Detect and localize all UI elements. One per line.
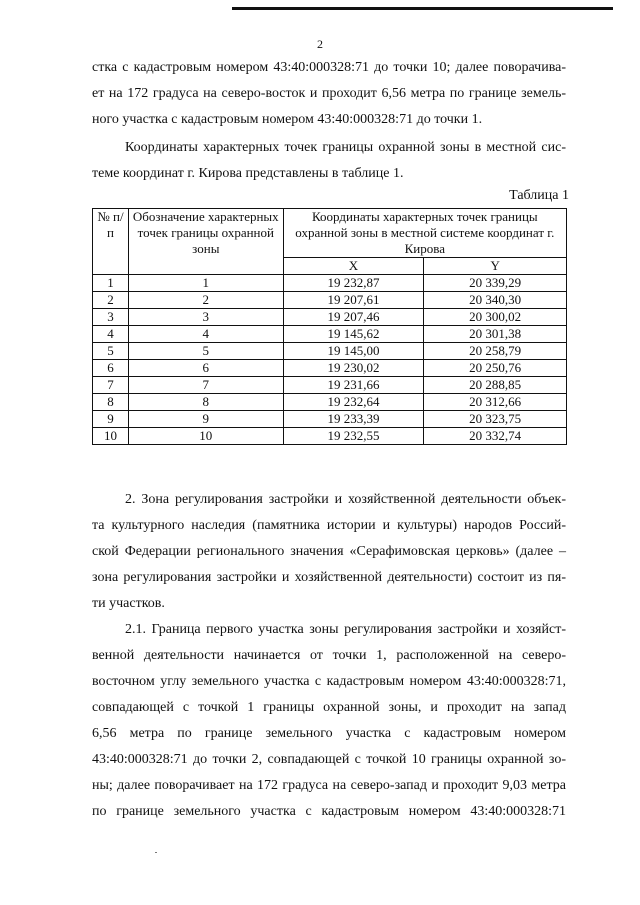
cell-num: 9	[93, 411, 129, 428]
cell-y: 20 300,02	[424, 309, 567, 326]
text-line: Координаты характерных точек границы охранной зоны в местной сис-	[125, 140, 566, 155]
header-coords: Координаты характерных точек границы охранной зоны в местной системе координат г. Кирова	[283, 209, 566, 258]
table-row	[93, 377, 567, 394]
table-row	[93, 343, 567, 360]
coordinates-table	[92, 208, 567, 445]
text-line: 43:40:000328:71 до точки 2, совпадающей с точкой 10 границы охранной зо-	[92, 752, 566, 767]
cell-x: 19 232,55	[283, 428, 424, 445]
cell-x: 19 231,66	[283, 377, 424, 394]
text-line: ти участков.	[92, 596, 165, 611]
text-line: та культурного наследия (памятника истории и культуры) народов Россий-	[92, 518, 566, 533]
text-line: ской Федерации регионального значения «Серафимовская церковь» (далее –	[92, 544, 566, 559]
intro-paragraph	[92, 55, 566, 133]
cell-point: 5	[128, 343, 283, 360]
table-row	[93, 411, 567, 428]
cell-x: 19 145,62	[283, 326, 424, 343]
cell-y: 20 312,66	[424, 394, 567, 411]
cell-point: 9	[128, 411, 283, 428]
text-line: теме координат г. Кирова представлены в таблице 1.	[92, 166, 404, 181]
table-row	[93, 275, 567, 292]
coords-intro-paragraph	[92, 135, 566, 187]
page-number: 2	[317, 37, 323, 51]
cell-y: 20 323,75	[424, 411, 567, 428]
table-row	[93, 428, 567, 445]
text-line: зона регулирования застройки и хозяйственной деятельности) состоит из пя-	[92, 570, 566, 585]
table-row	[93, 292, 567, 309]
cell-num: 1	[93, 275, 129, 292]
text-line: стка с кадастровым номером 43:40:000328:71 до точки 10; далее поворачива-	[92, 60, 566, 75]
cell-x: 19 207,46	[283, 309, 424, 326]
header-num: № п/п	[93, 209, 129, 275]
cell-num: 7	[93, 377, 129, 394]
table-row	[93, 394, 567, 411]
cell-y: 20 288,85	[424, 377, 567, 394]
cell-point: 1	[128, 275, 283, 292]
cell-y: 20 250,76	[424, 360, 567, 377]
cell-point: 2	[128, 292, 283, 309]
text-line: по границе земельного участка с кадастровым номером 43:40:000328:71	[92, 804, 566, 819]
header-x: X	[283, 258, 424, 275]
cell-x: 19 232,64	[283, 394, 424, 411]
text-line: венной деятельности начинается от точки 1, расположенной на северо-	[92, 648, 566, 663]
cell-num: 4	[93, 326, 129, 343]
cell-x: 19 145,00	[283, 343, 424, 360]
cell-num: 2	[93, 292, 129, 309]
cell-x: 19 233,39	[283, 411, 424, 428]
table-row	[93, 309, 567, 326]
cell-x: 19 230,02	[283, 360, 424, 377]
cell-y: 20 332,74	[424, 428, 567, 445]
cell-num: 6	[93, 360, 129, 377]
section-2-1-paragraph	[92, 617, 566, 825]
scan-speck	[155, 852, 157, 853]
cell-point: 4	[128, 326, 283, 343]
cell-point: 7	[128, 377, 283, 394]
text-line: ны; далее поворачивает на 172 градуса на северо-запад и проходит 9,03 метра	[92, 778, 566, 793]
cell-num: 3	[93, 309, 129, 326]
top-rule	[232, 7, 613, 10]
cell-x: 19 207,61	[283, 292, 424, 309]
text-line: 6,56 метра по границе земельного участка с кадастровым номером	[92, 726, 566, 741]
cell-y: 20 301,38	[424, 326, 567, 343]
cell-y: 20 258,79	[424, 343, 567, 360]
text-line: 2. Зона регулирования застройки и хозяйственной деятельности объек-	[125, 492, 566, 507]
header-y: Y	[424, 258, 567, 275]
cell-point: 3	[128, 309, 283, 326]
cell-y: 20 339,29	[424, 275, 567, 292]
cell-num: 10	[93, 428, 129, 445]
text-line: совпадающей с точкой 1 границы охранной зоны, и проходит на запад	[92, 700, 566, 715]
text-line: ет на 172 градуса на северо-восток и проходит 6,56 метра по границе земель-	[92, 86, 566, 101]
section-2-paragraph	[92, 487, 566, 617]
table-row	[93, 326, 567, 343]
table-body	[93, 275, 567, 445]
cell-num: 8	[93, 394, 129, 411]
text-line: восточном углу земельного участка с кадастровым номером 43:40:000328:71,	[92, 674, 566, 689]
table-row	[93, 360, 567, 377]
cell-num: 5	[93, 343, 129, 360]
cell-point: 8	[128, 394, 283, 411]
header-point: Обозначение характерных точек границы охранной зоны	[128, 209, 283, 275]
text-line: 2.1. Граница первого участка зоны регулирования застройки и хозяйст-	[125, 622, 566, 637]
cell-point: 10	[128, 428, 283, 445]
cell-x: 19 232,87	[283, 275, 424, 292]
text-line: ного участка с кадастровым номером 43:40:000328:71 до точки 1.	[92, 112, 483, 127]
cell-point: 6	[128, 360, 283, 377]
cell-y: 20 340,30	[424, 292, 567, 309]
table-caption: Таблица 1	[509, 188, 569, 203]
